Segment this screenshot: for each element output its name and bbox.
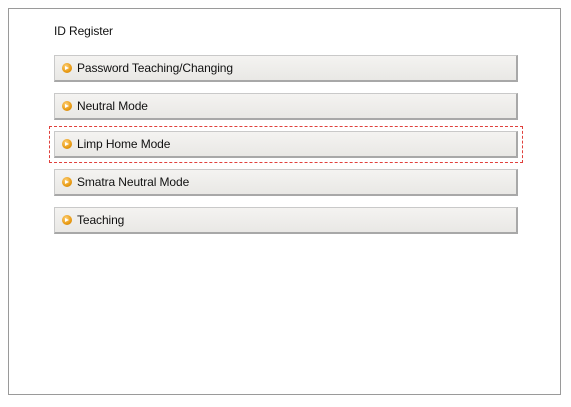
menu-item-label: Teaching: [77, 213, 125, 227]
orange-arrow-bullet-icon: [62, 101, 72, 111]
orange-arrow-bullet-icon: [62, 177, 72, 187]
page-title: ID Register: [54, 24, 113, 38]
window-frame: [8, 8, 561, 395]
menu-item-password-teaching-changing[interactable]: [54, 55, 518, 82]
menu-item-label: Neutral Mode: [77, 99, 148, 113]
menu-item-label: Smatra Neutral Mode: [77, 175, 190, 189]
menu-item-teaching[interactable]: [54, 207, 518, 234]
menu-item-limp-home-mode[interactable]: [54, 131, 518, 158]
menu-item-smatra-neutral-mode[interactable]: [54, 169, 518, 196]
orange-arrow-bullet-icon: [62, 139, 72, 149]
menu-item-label: Limp Home Mode: [77, 137, 171, 151]
menu-item-label: Password Teaching/Changing: [77, 61, 233, 75]
orange-arrow-bullet-icon: [62, 63, 72, 73]
orange-arrow-bullet-icon: [62, 215, 72, 225]
menu-item-neutral-mode[interactable]: [54, 93, 518, 120]
menu-list: [54, 55, 518, 245]
